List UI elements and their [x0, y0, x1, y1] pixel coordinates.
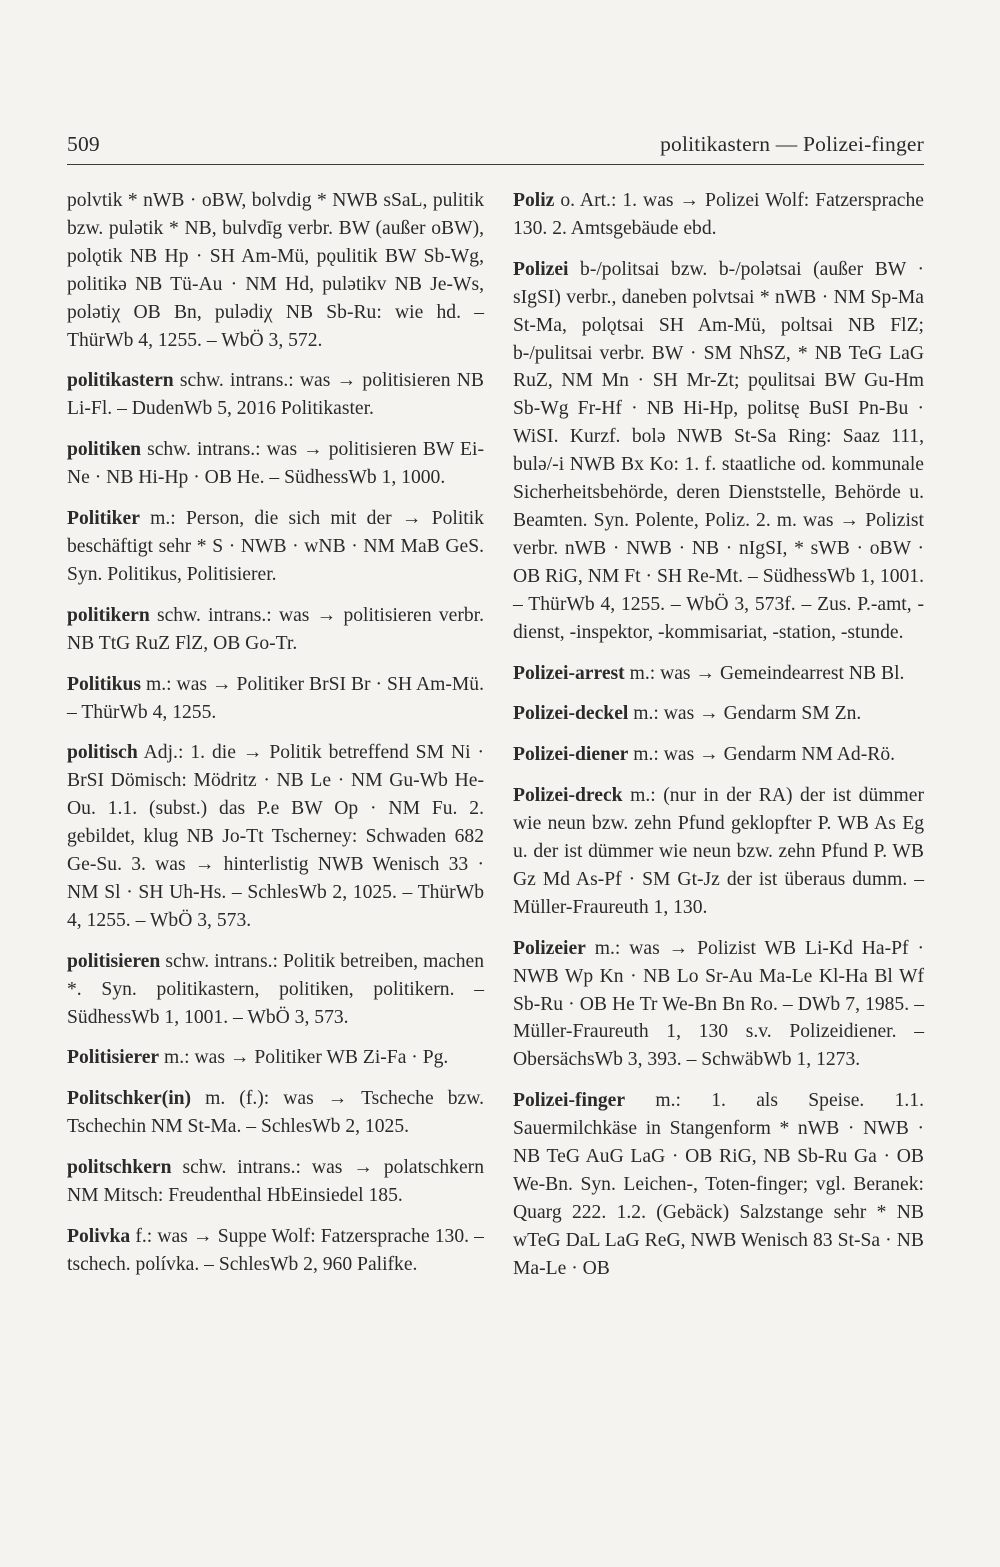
running-title: politikastern — Polizei-finger [660, 132, 924, 156]
entry-text: f.: was → Suppe Wolf: Fatzersprache 130. – tschech. polívka. – SchlesWb 2, 960 Palifke. [67, 1226, 484, 1275]
entry-text: schw. intrans.: was → polatschkern NM Mitsch: Freudenthal HbEinsiedel 185. [67, 1157, 484, 1207]
entry-headword: Polizei-deckel [513, 703, 629, 725]
entry-headword: Polizei [513, 258, 569, 280]
entry-text: m.: (nur in der RA) der ist dümmer wie neun bzw. zehn Pfund geklopfter P. WB As Eg u. der ist dümmer wie neun bzw. zehn Pfund P. WB Gz Md As-Pf · SM Gt-Jz der ist überaus dumm. – Müller-Fraureuth 1, 130. [513, 785, 924, 918]
dictionary-entry [513, 256, 924, 647]
entry-headword: politisch [67, 742, 138, 764]
dictionary-entry [513, 935, 924, 1075]
entry-headword: politiken [67, 439, 142, 461]
dictionary-entry [67, 948, 484, 1032]
entry-text: m.: was → Politiker WB Zi-Fa · Pg. [164, 1047, 449, 1069]
entry-text: polvtik * nWB · oBW, bolvdig * NWB sSaL, pulitik bzw. pulətik * NB, bulvdīg verbr. BW (außer oBW), polǫtik NB Hp · SH Am-Mü, pǫulitik BW Sb-Wg, politikə NB Tü-Au · NM Hd, pulətikv NB Je-Ws, polətiχ OB Bn, pulədiχ NB Sb-Ru: wie hd. – ThürWb 4, 1255. – WbÖ 3, 572. [67, 190, 484, 351]
entry-text: m.: Person, die sich mit der → Politik beschäftigt sehr * S · NWB · wNB · NM MaB GeS. Syn. Politikus, Politisierer. [67, 508, 484, 585]
entry-text: m.: was → Gendarm NM Ad-Rö. [633, 744, 896, 766]
entry-headword: Poliz [513, 190, 555, 211]
entry-text: b-/politsai bzw. b-/polətsai (außer BW · sIgSI) verbr., daneben polvtsai * nWB · NM Sp-Ma St-Ma, polǫtsai SH Am-Mü, poltsai NB FlZ; b-/pulitsai verbr. BW · SM NhSZ, * NB TeG LaG RuZ, NM Mn · SH Mr-Zt; pǫulitsai BW Gu-Hm Sb-Wg Fr-Hf · NB Hi-Hp, politsę BuSI Pn-Bu · WiSI. Kurzf. bolə NWB St-Sa Ring: Saaz 111, bulə/-i NWB Bx Ko: 1. f. staatliche od. kommunale Sicherheitsbehörde, deren Dienststelle, Behörde u. Beamten. Syn. Polente, Poliz. 2. m. was → Polizist verbr. nWB · NWB · NB · nIgSI, * sWB · oBW · OB RiG, NM Ft · SH Re-Mt. – SüdhessWb 1, 1001. – ThürWb 4, 1255. – WbÖ 3, 573f. – Zus. P.-amt, -dienst, -inspektor, -kommisariat, -station, -stunde. [513, 258, 924, 643]
header-rule [67, 164, 924, 165]
dictionary-entry [513, 660, 924, 688]
entry-headword: Polizei-diener [513, 744, 629, 766]
dictionary-entry [513, 782, 924, 922]
page-number: 509 [67, 132, 100, 156]
right-column [513, 187, 924, 1296]
entry-text: m.: was → Polizist WB Li-Kd Ha-Pf · NWB Wp Kn · NB Lo Sr-Au Ma-Le Kl-Ha Bl Wf Sb-Ru · OB He Tr We-Bn Bn Ro. – DWb 7, 1985. – Müller-Fraureuth 1, 130 s.v. Polizeidiener. – ObersächsWb 3, 393. – SchwäbWb 1, 1273. [513, 937, 924, 1071]
dictionary-entry [513, 1087, 924, 1282]
dictionary-entry [513, 187, 924, 243]
dictionary-entry [513, 741, 924, 769]
entry-text: m.: was → Gendarm SM Zn. [633, 703, 862, 725]
page-header [67, 132, 924, 157]
entry-text: Adj.: 1. die → Politik betreffend SM Ni · BrSI Dömisch: Mödritz · NB Le · NM Gu-Wb He-Ou. 1.1. (subst.) das P.e BW Op · NM Fu. 2. gebildet, klug NB Jo-Tt Tscherney: Schwaden 682 Ge-Su. 3. was → hinterlistig NWB Wenisch 33 · NM Sl · SH Uh-Hs. – SchlesWb 2, 1025. – ThürWb 4, 1255. – WbÖ 3, 573. [67, 742, 484, 931]
entry-headword: politschkern [67, 1157, 172, 1179]
dictionary-entry [67, 671, 484, 727]
entry-text: m. (f.): was → Tscheche bzw. Tschechin NM St-Ma. – SchlesWb 2, 1025. [67, 1088, 484, 1138]
entry-text: m.: was → Politiker BrSI Br · SH Am-Mü. – ThürWb 4, 1255. [67, 673, 484, 723]
dictionary-entry [67, 505, 484, 589]
entry-headword: Polizei-finger [513, 1090, 626, 1112]
dictionary-entry [67, 1223, 484, 1279]
entry-text: schw. intrans.: was → politisieren verbr. NB TtG RuZ FlZ, OB Go-Tr. [67, 604, 484, 654]
dictionary-entry [67, 1044, 484, 1072]
dictionary-entry [67, 1154, 484, 1210]
entry-text: schw. intrans.: Politik betreiben, machen *. Syn. politikastern, politiken, politikern. – SüdhessWb 1, 1001. – WbÖ 3, 573. [67, 950, 485, 1028]
dictionary-entry [67, 367, 484, 423]
dictionary-entry [67, 1085, 484, 1141]
entry-headword: politisieren [67, 950, 161, 972]
dictionary-entry [513, 700, 924, 728]
entry-text: schw. intrans.: was → politisieren BW Ei-Ne · NB Hi-Hp · OB He. – SüdhessWb 1, 1000. [67, 439, 484, 489]
entry-headword: Polizeier [513, 937, 586, 959]
entry-text: m.: was → Gemeindearrest NB Bl. [629, 662, 905, 684]
entry-text: o. Art.: 1. was → Polizei Wolf: Fatzersprache 130. 2. Amtsgebäude ebd. [513, 190, 924, 239]
dictionary-entry [67, 436, 484, 492]
entry-headword: Polivka [67, 1226, 131, 1247]
entry-headword: Politiker [67, 508, 140, 530]
dictionary-entry [67, 739, 484, 934]
entry-headword: politikastern [67, 370, 174, 392]
entry-headword: Politschker(in) [67, 1088, 192, 1110]
left-column [67, 187, 484, 1292]
entry-headword: Polizei-arrest [513, 662, 625, 684]
dictionary-entry [67, 187, 484, 354]
entry-headword: Polizei-dreck [513, 785, 623, 807]
entry-text: m.: 1. als Speise. 1.1. Sauermilchkäse in Stangenform * nWB · NWB · NB TeG AuG LaG · OB RiG, NB Sb-Ru Ga · OB We-Bn. Syn. Leichen-, Toten-finger; vgl. Beranek: Quarg 222. 1.2. (Gebäck) Salzstange sehr * NB wTeG DaL LaG ReG, NWB Wenisch 83 St-Sa · NB Ma-Le · OB [513, 1090, 924, 1279]
dictionary-entry [67, 602, 484, 658]
entry-headword: Politisierer [67, 1047, 160, 1069]
entry-text: schw. intrans.: was → politisieren NB Li-Fl. – DudenWb 5, 2016 Politikaster. [67, 370, 484, 420]
entry-headword: politikern [67, 604, 150, 626]
entry-headword: Politikus [67, 673, 142, 695]
